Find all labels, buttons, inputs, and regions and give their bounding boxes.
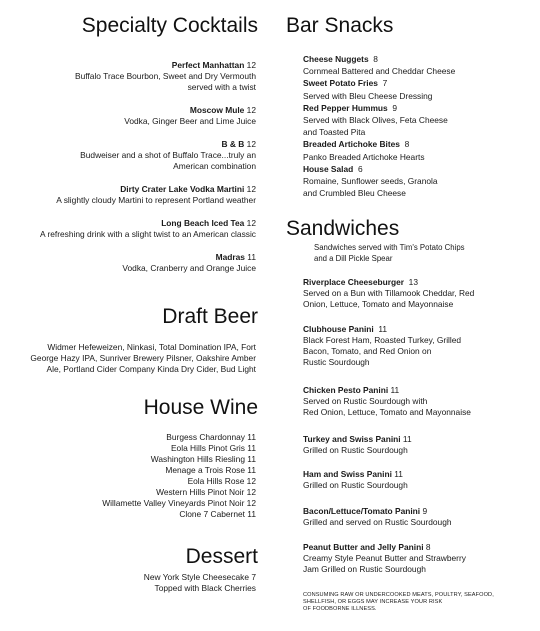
disclaimer-line: OF FOODBORNE ILLNESS. — [303, 606, 377, 613]
menu-item-long-beach-iced-tea — [6, 218, 256, 240]
intro-line: Sandwiches served with Tim's Potato Chips — [314, 243, 465, 252]
menu-item-pbj-panini — [303, 542, 533, 575]
item-name: Bacon/Lettuce/Tomato Panini — [303, 506, 421, 516]
item-name: Madras — [215, 252, 245, 262]
house-wine-heading: House Wine — [143, 396, 258, 419]
item-price: 12 — [246, 105, 256, 115]
wine-line: Western Hills Pinot Noir 12 — [156, 487, 256, 497]
draft-beer-heading: Draft Beer — [162, 305, 258, 328]
item-desc: Served on Rustic Sourdough with — [303, 396, 428, 406]
item-desc: Served on a Bun with Tillamook Cheddar, Red — [303, 288, 475, 298]
item-price: 8 — [425, 542, 431, 552]
disclaimer-line: CONSUMING RAW OR UNDERCOOKED MEATS, POULTRY, SEAFOOD, — [303, 592, 494, 598]
item-desc: Vodka, Cranberry and Orange Juice — [122, 263, 256, 273]
item-name: Breaded Artichoke Bites — [303, 139, 400, 150]
menu-item-perfect-manhattan — [6, 60, 256, 93]
item-name: Peanut Butter and Jelly Panini — [303, 542, 424, 552]
item-desc: Budweiser and a shot of Buffalo Trace...truly an — [80, 150, 256, 160]
item-name: Sweet Potato Fries — [303, 78, 378, 89]
wine-line: Eola Hills Rose 12 — [187, 476, 256, 486]
bar-snacks-list — [303, 53, 533, 199]
item-desc: American combination — [173, 161, 256, 171]
cocktails-heading: Specialty Cocktails — [81, 14, 258, 37]
item-desc: Buffalo Trace Bourbon, Sweet and Dry Vermouth — [75, 71, 256, 81]
draft-line: George Hazy IPA, Sunriver Brewery Pilsner, Oakshire Amber — [30, 353, 256, 363]
dessert-heading: Dessert — [185, 545, 258, 568]
item-desc: Served with Bleu Cheese Dressing — [303, 90, 433, 101]
draft-line: Widmer Hefeweizen, Ninkasi, Total Domination IPA, Fort — [47, 342, 256, 352]
item-desc: Grilled on Rustic Sourdough — [303, 445, 408, 455]
item-desc: Served with Black Olives, Feta Cheese — [303, 115, 448, 126]
item-price: 9 — [422, 506, 428, 516]
item-desc: Grilled on Rustic Sourdough — [303, 480, 408, 490]
menu-item-chicken-pesto-panini — [303, 385, 533, 418]
house-wine-list — [6, 432, 256, 520]
item-price: 11 — [390, 385, 400, 395]
item-desc: Panko Breaded Artichoke Hearts — [303, 151, 425, 162]
item-price: 12 — [246, 218, 256, 228]
item-price: 8 — [404, 139, 410, 150]
menu-item-turkey-swiss-panini — [303, 434, 533, 456]
intro-line: and a Dill Pickle Spear — [314, 253, 393, 263]
menu-item-riverplace-cheeseburger — [303, 277, 533, 310]
item-name: Moscow Mule — [189, 105, 245, 115]
wine-line: Willamette Valley Vineyards Pinot Noir 12 — [102, 498, 256, 508]
dessert-line: Topped with Black Cherries — [154, 583, 256, 593]
menu-item-madras — [6, 252, 256, 274]
item-desc: A refreshing drink with a slight twist to an American classic — [40, 229, 256, 239]
item-name: Clubhouse Panini — [303, 324, 374, 334]
item-price: 11 — [247, 252, 256, 262]
item-price: 13 — [408, 277, 418, 287]
dessert-list — [6, 572, 256, 594]
item-name: Dirty Crater Lake Vodka Martini — [120, 184, 245, 194]
item-price: 11 — [394, 469, 403, 479]
item-name: House Salad — [303, 163, 354, 174]
menu-item-ham-swiss-panini — [303, 469, 533, 491]
bar-snacks-heading: Bar Snacks — [286, 14, 394, 37]
item-price: 8 — [373, 54, 378, 64]
item-name: Ham and Swiss Panini — [303, 469, 392, 479]
item-price: 11 — [378, 324, 388, 334]
disclaimer-line: SHELLFISH, OR EGGS MAY INCREASE YOUR RISK — [303, 599, 443, 606]
item-desc: A slightly cloudy Martini to represent Portland weather — [56, 195, 256, 205]
menu-item-b-and-b — [6, 139, 256, 172]
item-name: Chicken Pesto Panini — [303, 385, 389, 395]
sandwiches-heading: Sandwiches — [286, 217, 400, 240]
item-desc: Creamy Style Peanut Butter and Strawberry — [303, 553, 466, 563]
item-desc: Jam Grilled on Rustic Sourdough — [303, 564, 426, 574]
item-desc: served with a twist — [187, 82, 256, 92]
item-desc: Vodka, Ginger Beer and Lime Juice — [124, 116, 256, 126]
item-name: Perfect Manhattan — [171, 60, 245, 70]
item-name: Red Pepper Hummus — [303, 102, 388, 113]
draft-beer-list — [6, 342, 256, 375]
item-price: 12 — [246, 60, 256, 70]
wine-line: Eola Hills Pinot Gris 11 — [170, 443, 256, 453]
menu-item-moscow-mule — [6, 105, 256, 127]
item-desc: Grilled and served on Rustic Sourdough — [303, 517, 452, 527]
wine-line: Washington Hills Riesling 11 — [150, 454, 256, 464]
item-price: 7 — [382, 78, 388, 89]
wine-line: Menage a Trois Rose 11 — [165, 465, 256, 475]
item-name: Riverplace Cheeseburger — [303, 277, 405, 287]
item-desc: Onion, Lettuce, Tomato and Mayonnaise — [303, 299, 454, 309]
item-desc: Romaine, Sunflower seeds, Granola — [303, 176, 438, 187]
item-price: 12 — [246, 184, 256, 194]
item-desc: Cornmeal Battered and Cheddar Cheese — [303, 66, 456, 77]
item-name: Long Beach Iced Tea — [161, 218, 245, 228]
dessert-line: New York Style Cheesecake 7 — [143, 572, 256, 582]
item-name: Cheese Nuggets — [303, 54, 369, 64]
item-name: Turkey and Swiss Panini — [303, 434, 401, 444]
item-desc: and Toasted Pita — [303, 127, 366, 138]
item-desc: Black Forest Ham, Roasted Turkey, Grilled — [303, 335, 462, 345]
menu-item-blt-panini — [303, 506, 533, 528]
item-price: 6 — [357, 163, 363, 174]
item-desc: and Crumbled Bleu Cheese — [303, 188, 406, 199]
menu-item-dirty-martini — [6, 184, 256, 206]
item-price: 9 — [392, 102, 398, 113]
item-desc: Red Onion, Lettuce, Tomato and Mayonnaise — [303, 407, 471, 417]
item-name: B & B — [221, 139, 245, 149]
wine-line: Burgess Chardonnay 11 — [166, 432, 256, 442]
menu-item-clubhouse-panini — [303, 324, 533, 368]
wine-line: Clone 7 Cabernet 11 — [179, 509, 256, 519]
item-price: 11 — [402, 434, 412, 444]
item-price: 12 — [246, 139, 256, 149]
draft-line: Ale, Portland Cider Company Kinda Dry Cider, Bud Light — [46, 364, 256, 374]
food-safety-disclaimer — [303, 592, 533, 614]
sandwiches-intro — [314, 243, 540, 264]
item-desc: Bacon, Tomato, and Red Onion on — [303, 346, 432, 356]
item-desc: Rustic Sourdough — [303, 357, 370, 367]
